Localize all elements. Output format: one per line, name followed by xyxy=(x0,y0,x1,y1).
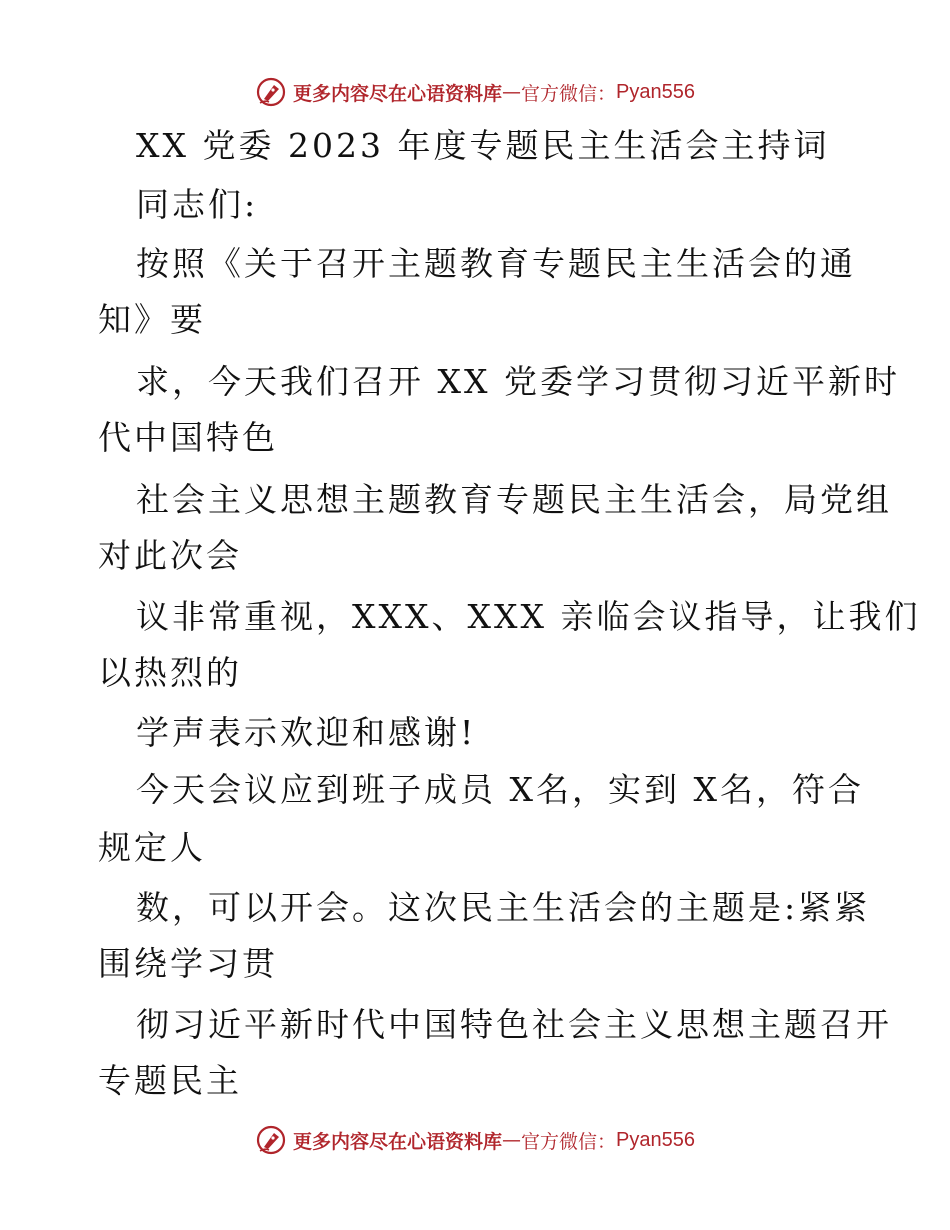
paragraph-line: 彻习近平新时代中国特色社会主义思想主题召开 xyxy=(136,1005,892,1044)
banner-wechat-label: 官方微信： xyxy=(521,82,617,105)
paragraph-line: 学声表示欢迎和感谢! xyxy=(136,713,477,752)
pen-nib-circle-icon xyxy=(255,76,287,108)
paragraph-line: 数，可以开会。这次民主生活会的主题是:紧紧 xyxy=(136,888,871,927)
document-title: XX 党委 2023 年度专题民主生活会主持词 xyxy=(136,126,830,165)
banner-wechat-label: 官方微信： xyxy=(521,1130,617,1153)
banner-separator: — xyxy=(502,1129,522,1151)
paragraph-line: 代中国特色 xyxy=(98,418,278,457)
paragraph-line: 对此次会 xyxy=(98,536,242,575)
pen-nib-circle-icon xyxy=(255,1124,287,1156)
paragraph-line: 以热烈的 xyxy=(98,653,242,692)
paragraph-line: 知》要 xyxy=(98,300,206,339)
banner-wechat-id: Pyan556 xyxy=(616,1128,695,1151)
header-banner xyxy=(0,72,950,112)
paragraph-line: 今天会议应到班子成员 X名，实到 X名，符合 xyxy=(136,770,864,809)
banner-wechat-id: Pyan556 xyxy=(616,80,695,103)
paragraph-line: 同志们: xyxy=(136,185,259,224)
footer-banner xyxy=(0,1120,950,1160)
paragraph-line: 按照《关于召开主题教育专题民主生活会的通 xyxy=(136,244,856,283)
paragraph-line: 围绕学习贯 xyxy=(98,944,278,983)
banner-text: 更多内容尽在心语资料库 xyxy=(293,1130,503,1153)
paragraph-line: 专题民主 xyxy=(98,1061,242,1100)
paragraph-line: 规定人 xyxy=(98,828,206,867)
banner-separator: — xyxy=(502,81,522,103)
paragraph-line: 求，今天我们召开 XX 党委学习贯彻习近平新时 xyxy=(136,362,900,401)
paragraph-line: 议非常重视，XXX、XXX 亲临会议指导，让我们 xyxy=(136,597,921,636)
banner-text: 更多内容尽在心语资料库 xyxy=(293,82,503,105)
paragraph-line: 社会主义思想主题教育专题民主生活会，局党组 xyxy=(136,480,892,519)
